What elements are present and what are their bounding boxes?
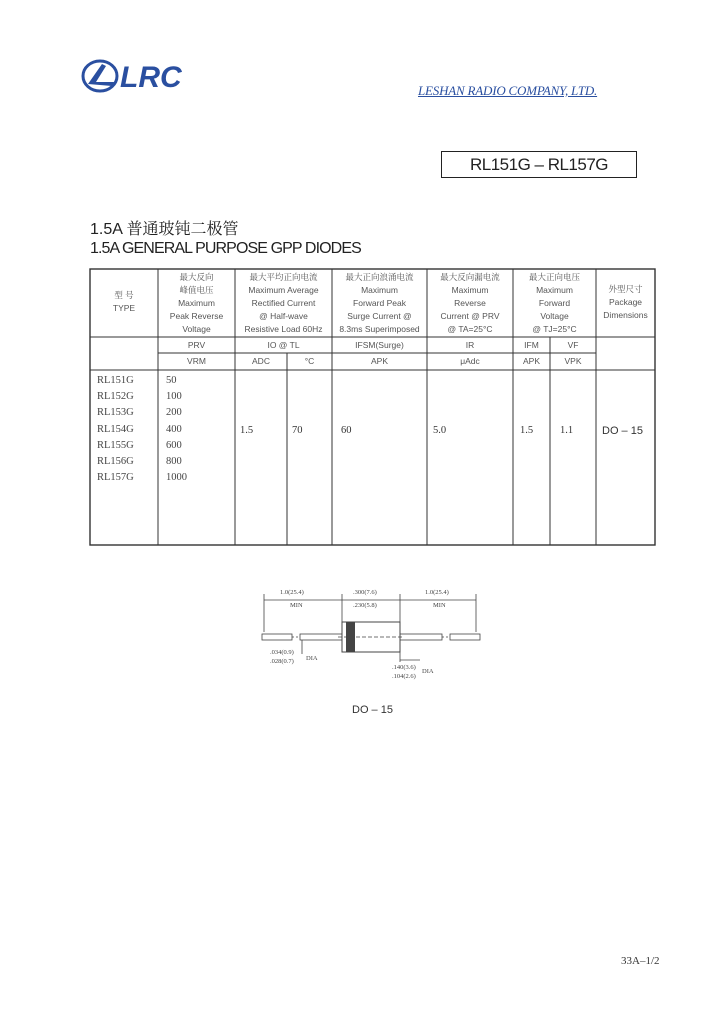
dim-body-length: .300(7.6)	[353, 589, 377, 596]
dim-lead-dia-min: .028(0.7)	[270, 658, 294, 665]
symbol-ifsm: IFSM(Surge)	[355, 340, 404, 350]
dim-body-dia-min: .104(2.6)	[392, 673, 416, 680]
header-package-zh: 外型尺寸	[608, 284, 643, 294]
unit-apk-fwd: APK	[522, 356, 540, 366]
voltage-list	[166, 373, 187, 486]
header-package-en: Package	[608, 297, 643, 307]
dim-body-dia-label: DIA	[422, 668, 434, 675]
header-type-en: TYPE	[112, 303, 136, 313]
do15-package-drawing	[250, 582, 490, 687]
company-name: LESHAN RADIO COMPANY, LTD.	[418, 83, 598, 98]
dim-body-length-min: .230(5.8)	[353, 602, 377, 609]
type-list	[97, 373, 134, 486]
header-prv-zh: 最大反向	[179, 272, 214, 282]
header-ifsm-zh: 最大正向浪涌电流	[345, 272, 414, 282]
dim-lead-right-min: MIN	[433, 602, 446, 609]
header-ir-l2: Maximum	[451, 285, 489, 295]
title-chinese: 1.5A 普通玻钝二极管	[90, 221, 239, 238]
symbol-ifm: IFM	[524, 340, 539, 350]
voltage-item: 100	[166, 391, 182, 403]
value-ir: 5.0	[433, 425, 447, 436]
header-prv-l5: Voltage	[182, 324, 211, 334]
header-prv	[158, 271, 235, 336]
header-ir-l3: Reverse	[454, 298, 486, 308]
header-type	[90, 289, 158, 315]
unit-apk-surge: APK	[370, 356, 388, 366]
dim-lead-dia: .034(0.9)	[270, 649, 294, 656]
symbol-ir: IR	[465, 340, 475, 350]
header-package	[596, 283, 655, 322]
dim-lead-left-min: MIN	[290, 602, 303, 609]
dim-lead-dia-label: DIA	[306, 655, 318, 662]
header-prv-l4: Peak Reverse	[169, 311, 224, 321]
dim-lead-left: 1.0(25.4)	[280, 589, 304, 596]
header-vf-l2: Maximum	[536, 285, 573, 295]
header-ir-l5: @ TA=25°C	[447, 324, 493, 334]
header-package-en2: Dimensions	[603, 310, 648, 320]
value-tl: 70	[292, 425, 303, 436]
logo-text: LRC	[120, 61, 182, 94]
header-io-l3: Rectified Current	[251, 298, 316, 308]
type-item: RL157G	[97, 472, 134, 484]
unit-adc: ADC	[252, 356, 270, 366]
header-ir-zh: 最大反向漏电流	[440, 272, 500, 282]
header-io-l4: @ Half-wave	[259, 311, 308, 321]
value-io: 1.5	[240, 425, 254, 436]
type-item: RL153G	[97, 407, 134, 419]
title-english: 1.5A GENERAL PURPOSE GPP DIODES	[90, 240, 361, 257]
header-ifsm-l5: 8.3ms Superimposed	[339, 324, 420, 334]
value-package: DO – 15	[602, 425, 643, 437]
header-ifsm-l2: Maximum	[361, 285, 398, 295]
dim-body-dia: .140(3.6)	[392, 664, 416, 671]
value-ifm: 1.5	[520, 425, 534, 436]
value-vf: 1.1	[560, 425, 574, 436]
header-io-l2: Maximum Average	[248, 285, 319, 295]
type-item: RL151G	[97, 375, 134, 386]
header-ir-l4: Current @ PRV	[440, 311, 500, 321]
header-io	[235, 271, 332, 336]
header-vf	[513, 271, 596, 336]
page-number: 33A–1/2	[621, 955, 660, 967]
type-item: RL152G	[97, 391, 134, 403]
unit-degc: °C	[304, 356, 315, 366]
part-range: RL151G – RL157G	[441, 151, 637, 178]
symbol-vf: VF	[567, 340, 579, 350]
unit-vpk: VPK	[564, 356, 582, 366]
type-item: RL156G	[97, 456, 134, 468]
header-io-zh: 最大平均正向电流	[249, 272, 318, 282]
symbol-prv: PRV	[187, 340, 206, 350]
package-caption: DO – 15	[352, 704, 393, 716]
header-vf-l3: Forward	[538, 298, 571, 308]
header-vf-l5: @ TJ=25°C	[532, 324, 577, 334]
lrc-logo	[80, 56, 210, 96]
dim-lead-right: 1.0(25.4)	[425, 589, 449, 596]
header-io-l5: Resistive Load 60Hz	[244, 324, 323, 334]
header-vf-zh: 最大正向电压	[528, 272, 580, 282]
voltage-item: 800	[166, 456, 182, 468]
type-item: RL155G	[97, 439, 134, 451]
header-prv-l3: Maximum	[178, 298, 215, 308]
header-prv-l2: 峰值电压	[179, 285, 214, 295]
header-vf-l4: Voltage	[540, 311, 569, 321]
header-ifsm	[332, 271, 427, 336]
symbol-io-tl: IO @ TL	[267, 340, 300, 350]
voltage-item: 50	[166, 375, 177, 386]
header-ifsm-l3: Forward Peak	[353, 298, 406, 308]
voltage-item: 200	[166, 407, 182, 419]
voltage-item: 600	[166, 439, 182, 451]
header-type-zh: 型 号	[114, 290, 134, 300]
voltage-item: 1000	[166, 472, 187, 484]
unit-uadc: μAdc	[460, 356, 480, 366]
voltage-item: 400	[166, 423, 182, 435]
unit-vrm: VRM	[187, 356, 206, 366]
header-ir	[427, 271, 513, 336]
value-ifsm: 60	[341, 425, 352, 436]
cathode-band	[346, 622, 355, 652]
type-item: RL154G	[97, 423, 134, 435]
header-ifsm-l4: Surge Current @	[347, 311, 412, 321]
